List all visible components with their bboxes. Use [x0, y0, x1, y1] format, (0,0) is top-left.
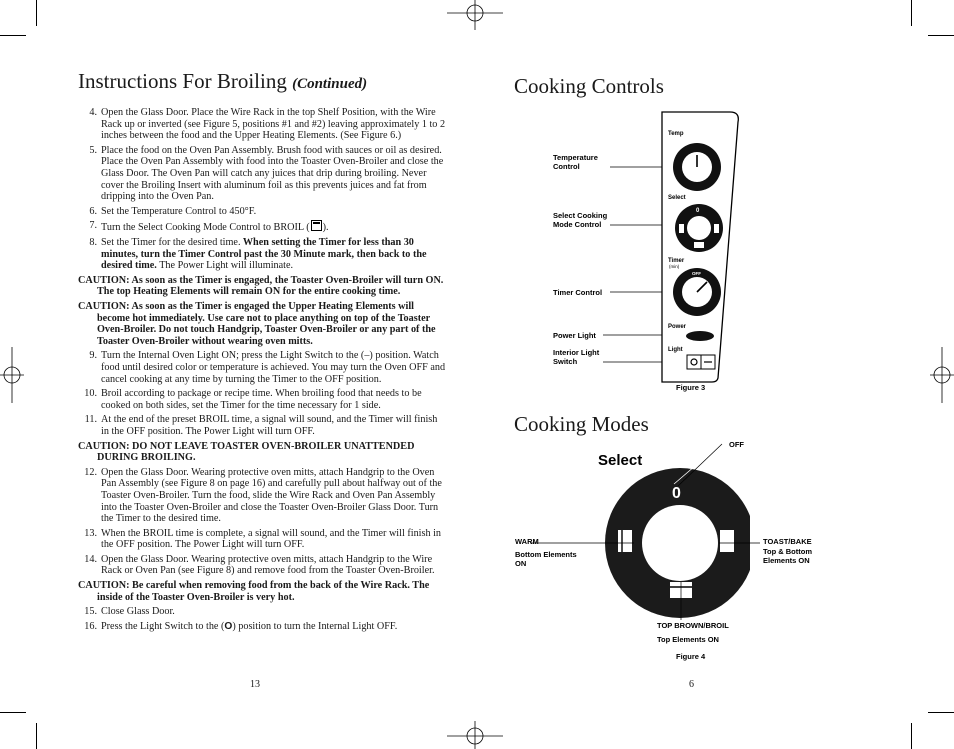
power-light-indicator	[686, 331, 714, 341]
list-item: 16. Press the Light Switch to the (O) position to turn the Internal Light OFF.	[84, 620, 398, 632]
label-top-brown-broil-sub: Top Elements ON	[657, 635, 719, 644]
registration-mark	[930, 347, 954, 403]
panel-temp-label: Temp	[668, 131, 684, 137]
list-item: 9. Turn the Internal Oven Light ON; press the Light Switch to the (–) position. Watch food until desired color or temperature is achieved. You may turn the Oven OFF and cancel cooking at any time by turning the Timer to the OFF position.	[89, 350, 446, 385]
label-toast-bake-sub: Top & Bottom Elements ON	[763, 547, 813, 565]
panel-power-label: Power	[668, 324, 687, 330]
label-toast-bake: TOAST/BAKE	[763, 537, 812, 546]
list-item: 12. Open the Glass Door. Wearing protective oven mitts, attach Handgrip to the Oven Pan Assembly (see Figure 8 on page 16) and carefully pull about halfway out of the Toaster Oven-Broiler. Turn the food, slide the Wire Rack and Oven Pan Assembly into the Toaster Oven-Broiler and close the Toaster Oven-Broiler Glass Door. Turn the Timer to the desired time.	[84, 466, 442, 525]
label-off: OFF	[729, 440, 744, 449]
title-suffix: (Continued)	[292, 76, 368, 92]
fig4-leaders	[530, 430, 770, 620]
caution-text: CAUTION: Be careful when removing food from the back of the Wire Rack. The inside of the Toaster Oven-Broiler is very hot.	[78, 580, 430, 603]
label-warm: WARM	[515, 537, 539, 546]
list-item: 8. Set the Timer for the desired time. When setting the Timer for less than 30 minutes, turn the Timer Control past the 30 Minute mark, then back to the desired time. The Power Light will illuminate.	[89, 237, 427, 272]
crop-mark	[928, 35, 954, 36]
label-power-light: Power Light	[553, 331, 596, 340]
label-select-cooking-mode: Select Cooking Mode Control	[553, 211, 608, 229]
crop-mark	[36, 723, 37, 749]
label-temperature-control: Temperature Control	[553, 153, 598, 171]
list-item: 14. Open the Glass Door. Wearing protective oven mitts, attach Handgrip to the Wire Rack or Oven Pan (see Figure 8) and remove food from the Toaster Oven-Broiler.	[84, 553, 435, 577]
left-page	[78, 70, 446, 635]
section-title-modes: Cooking Modes	[514, 412, 649, 436]
figure-3-caption: Figure 3	[676, 383, 706, 392]
crop-mark	[0, 712, 26, 713]
registration-mark	[0, 347, 24, 403]
label-top-brown-broil: TOP BROWN/BROIL	[657, 621, 729, 630]
panel-select-label: Select	[668, 195, 686, 201]
crop-mark	[911, 723, 912, 749]
crop-mark	[36, 0, 37, 26]
select-heading: Select	[598, 452, 643, 469]
label-warm-sub: Bottom Elements ON	[515, 550, 577, 568]
label-interior-light-switch: Interior Light Switch	[553, 348, 600, 366]
panel-timer-sub: (min)	[669, 264, 680, 269]
instruction-list	[78, 107, 446, 632]
list-item: 4. Open the Glass Door. Place the Wire Rack in the top Shelf Position, with the Wire Rack up or inverted (see Figure 5, positions #1 and #2) leaving approximately 1 to 2 inches between the food and the Upper Heating Elements. (See Figure 6.)	[89, 107, 446, 142]
crop-mark	[911, 0, 912, 26]
section-title-controls: Cooking Controls	[514, 74, 664, 98]
figure-4-caption: Figure 4	[676, 652, 706, 661]
panel-timer-label: Timer	[668, 258, 685, 264]
broil-icon	[311, 220, 322, 231]
page-number: 13	[250, 679, 260, 690]
light-off-symbol: O	[224, 620, 233, 632]
list-item: 11. At the end of the preset BROIL time, a signal will sound, and the Timer will finish in the OFF position. The Power Light will turn OFF.	[84, 414, 438, 437]
panel-off-label: OFF	[692, 271, 701, 276]
off-zero-symbol: 0	[672, 485, 681, 502]
list-item: 15. Close Glass Door.	[84, 606, 175, 618]
caution-text: CAUTION: DO NOT LEAVE TOASTER OVEN-BROILER UNATTENDED DURING BROILING.	[78, 440, 415, 464]
caution-text: CAUTION: As soon as the Timer is engaged, the Toaster Oven-Broiler will turn ON. The top Heating Elements will remain ON for the entire cooking time.	[78, 274, 444, 298]
svg-text:0: 0	[696, 208, 700, 214]
list-item: 13. When the BROIL time is complete, a signal will sound, and the Timer will finish in the OFF position. The Power Light will turn OFF.	[84, 527, 442, 551]
label-timer-control: Timer Control	[553, 288, 603, 297]
registration-mark	[447, 0, 503, 30]
panel-light-label: Light	[668, 347, 683, 353]
registration-mark	[447, 721, 503, 749]
page-title: Instructions For Broiling (Continued)	[78, 69, 368, 93]
caution-text: CAUTION: As soon as the Timer is engaged the Upper Heating Elements will become hot immediately. Use care not to place anything on top of the Toaster Oven-Broiler. Do not touch Handgrip, Toaster Oven-Broiler or any part of the Toaster Oven-Broiler without wearing oven mitts.	[78, 301, 436, 347]
control-panel-diagram	[580, 108, 760, 383]
list-item: 6. Set the Temperature Control to 450°F.	[89, 205, 257, 217]
list-item: 10. Broil according to package or recipe time. When broiling food that needs to be cooked on both sides, set the Timer for the time necessary for 1 side.	[84, 388, 422, 411]
crop-mark	[0, 35, 26, 36]
page-number: 6	[689, 679, 694, 690]
crop-mark	[928, 712, 954, 713]
list-item: 5. Place the food on the Oven Pan Assembly. Brush food with sauces or oil as desired. Place the Oven Pan Assembly with food into the Toaster Oven-Broiler and close the Glass Door. The Oven Pan will catch any juices that drip during broiling. Never cover the Broiling Insert with aluminum foil as this prevents juices and fat from dripping into the Oven Pan.	[89, 144, 444, 203]
list-item: 7. Turn the Select Cooking Mode Control to BROIL ( ).	[89, 220, 329, 234]
